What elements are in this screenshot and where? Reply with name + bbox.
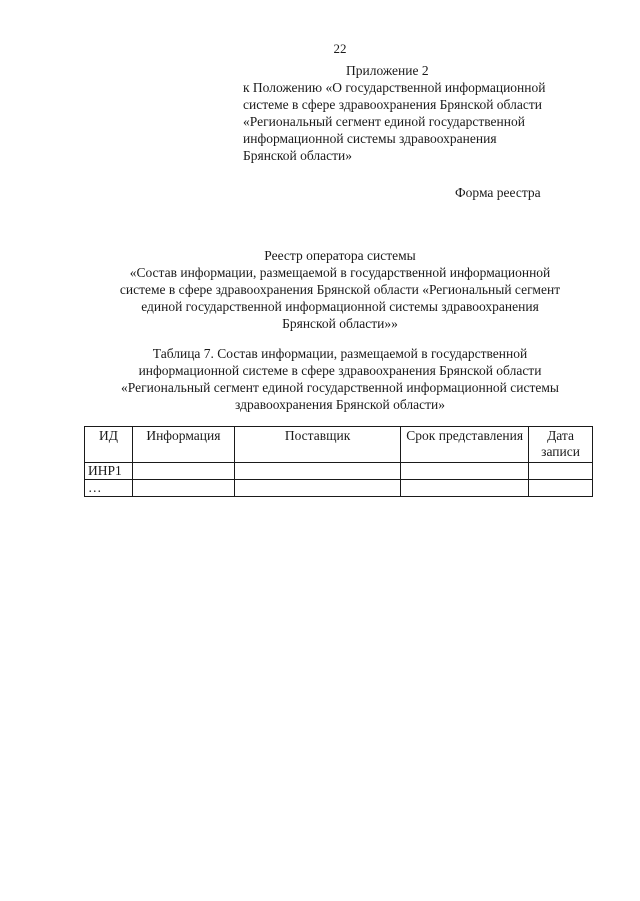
table-caption-line: «Региональный сегмент единой государственной информационной системы <box>121 380 559 395</box>
cell-supplier <box>234 480 400 497</box>
column-header-info: Информация <box>132 427 234 463</box>
form-label: Форма реестра <box>455 185 541 200</box>
table-caption-line: здравоохранения Брянской области» <box>235 397 445 412</box>
registry-title <box>90 247 590 332</box>
cell-info <box>132 480 234 497</box>
appendix-line: Брянской области» <box>243 148 353 163</box>
cell-date <box>529 480 593 497</box>
appendix-line: информационной системы здравоохранения <box>243 131 497 146</box>
appendix-line: системе в сфере здравоохранения Брянской области <box>243 97 542 112</box>
registry-title-line: Брянской области»» <box>282 316 398 331</box>
table-caption-line: информационной системе в сфере здравоохранения Брянской области <box>138 363 542 378</box>
cell-id: ИНР1 <box>85 463 133 480</box>
column-header-id: ИД <box>85 427 133 463</box>
appendix-line: к Положению «О государственной информационной <box>243 80 546 95</box>
registry-title-line: Реестр оператора системы <box>264 248 416 263</box>
table-caption <box>90 345 590 413</box>
column-header-term: Срок представления <box>401 427 529 463</box>
table-header-row <box>85 427 593 463</box>
table-caption-line: Таблица 7. Состав информации, размещаемой в государственной <box>152 346 528 361</box>
cell-date <box>529 463 593 480</box>
appendix-title: Приложение 2 <box>346 63 429 78</box>
table-row <box>85 480 593 497</box>
cell-supplier <box>234 463 400 480</box>
registry-table <box>84 426 593 497</box>
column-header-supplier: Поставщик <box>234 427 400 463</box>
registry-title-line: «Состав информации, размещаемой в государственной информационной <box>129 265 551 280</box>
cell-term <box>401 480 529 497</box>
registry-title-line: системе в сфере здравоохранения Брянской области «Региональный сегмент <box>119 282 561 297</box>
cell-term <box>401 463 529 480</box>
registry-title-line: единой государственной информационной системы здравоохранения <box>141 299 539 314</box>
page-number: 22 <box>333 41 347 56</box>
cell-id: … <box>85 480 133 497</box>
appendix-line: «Региональный сегмент единой государственной <box>243 114 525 129</box>
cell-info <box>132 463 234 480</box>
table-row <box>85 463 593 480</box>
column-header-date: Дата записи <box>529 427 593 463</box>
appendix-header <box>243 62 603 164</box>
